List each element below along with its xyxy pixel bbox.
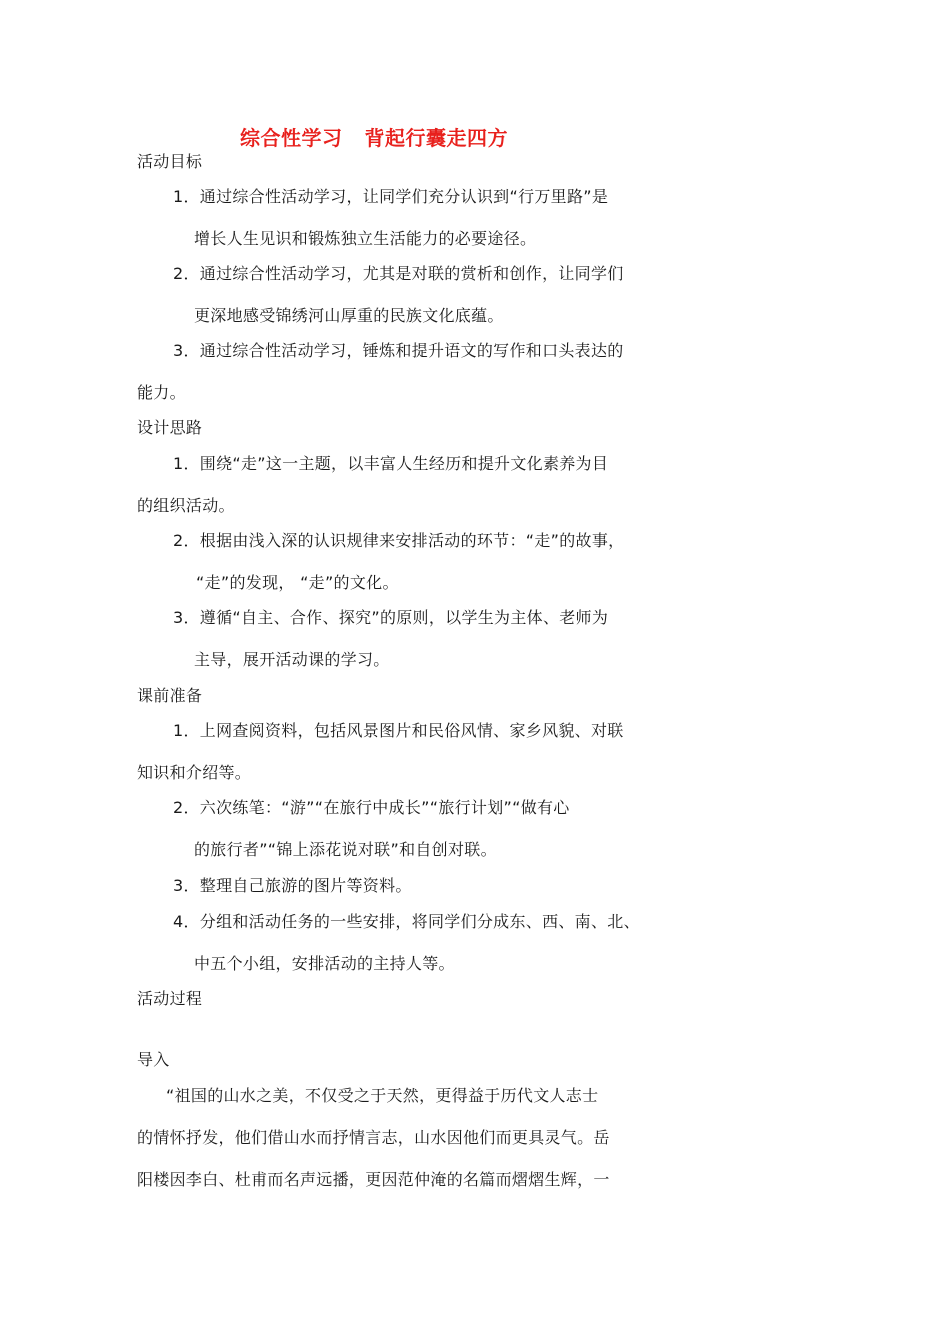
- design-1-line-2: 的组织活动。: [137, 496, 235, 515]
- goal-2-line-1: 2．通过综合性活动学习，尤其是对联的赏析和创作，让同学们: [173, 264, 624, 283]
- goal-3-line-1: 3．通过综合性活动学习，锤炼和提升语文的写作和口头表达的: [173, 341, 624, 360]
- design-3-line-2: 主导，展开活动课的学习。: [194, 650, 390, 669]
- design-2-line-2: “走”的发现， “走”的文化。: [196, 573, 399, 592]
- section-heading-intro: 导入: [137, 1050, 170, 1069]
- design-2-line-1: 2．根据由浅入深的认识规律来安排活动的环节：“走”的故事，: [173, 531, 625, 550]
- prep-3-line: 3．整理自己旅游的图片等资料。: [173, 876, 412, 895]
- prep-4-line-2: 中五个小组，安排活动的主持人等。: [194, 954, 455, 973]
- intro-paragraph-line-2: 的情怀抒发，他们借山水而抒情言志，山水因他们而更具灵气。岳: [137, 1128, 610, 1147]
- section-heading-goals: 活动目标: [137, 152, 203, 171]
- prep-1-line-1: 1．上网查阅资料，包括风景图片和民俗风情、家乡风貌、对联: [173, 721, 624, 740]
- prep-4-line-1: 4．分组和活动任务的一些安排，将同学们分成东、西、南、北、: [173, 912, 640, 931]
- design-3-line-1: 3．遵循“自主、合作、探究”的原则，以学生为主体、老师为: [173, 608, 609, 627]
- prep-2-line-1: 2．六次练笔：“游”“在旅行中成长”“旅行计划”“做有心: [173, 798, 570, 817]
- intro-paragraph-line-3: 阳楼因李白、杜甫而名声远播，更因范仲淹的名篇而熠熠生辉，一: [137, 1170, 610, 1189]
- goal-3-line-2: 能力。: [137, 383, 186, 402]
- prep-2-line-2: 的旅行者”“锦上添花说对联”和自创对联。: [194, 840, 497, 859]
- section-heading-process: 活动过程: [137, 989, 203, 1008]
- design-1-line-1: 1．围绕“走”这一主题，以丰富人生经历和提升文化素养为目: [173, 454, 609, 473]
- intro-paragraph-line-1: “祖国的山水之美，不仅受之于天然，更得益于历代文人志士: [166, 1086, 599, 1105]
- section-heading-design: 设计思路: [137, 418, 203, 437]
- goal-1-line-2: 增长人生见识和锻炼独立生活能力的必要途径。: [194, 229, 537, 248]
- section-heading-prep: 课前准备: [137, 686, 203, 705]
- goal-1-line-1: 1．通过综合性活动学习，让同学们充分认识到“行万里路”是: [173, 187, 609, 206]
- goal-2-line-2: 更深地感受锦绣河山厚重的民族文化底蕴。: [194, 306, 504, 325]
- document-title: [240, 126, 508, 150]
- title-part-2: 背起行囊走四方: [364, 126, 508, 150]
- title-part-1: 综合性学习: [240, 126, 343, 150]
- prep-1-line-2: 知识和介绍等。: [137, 763, 252, 782]
